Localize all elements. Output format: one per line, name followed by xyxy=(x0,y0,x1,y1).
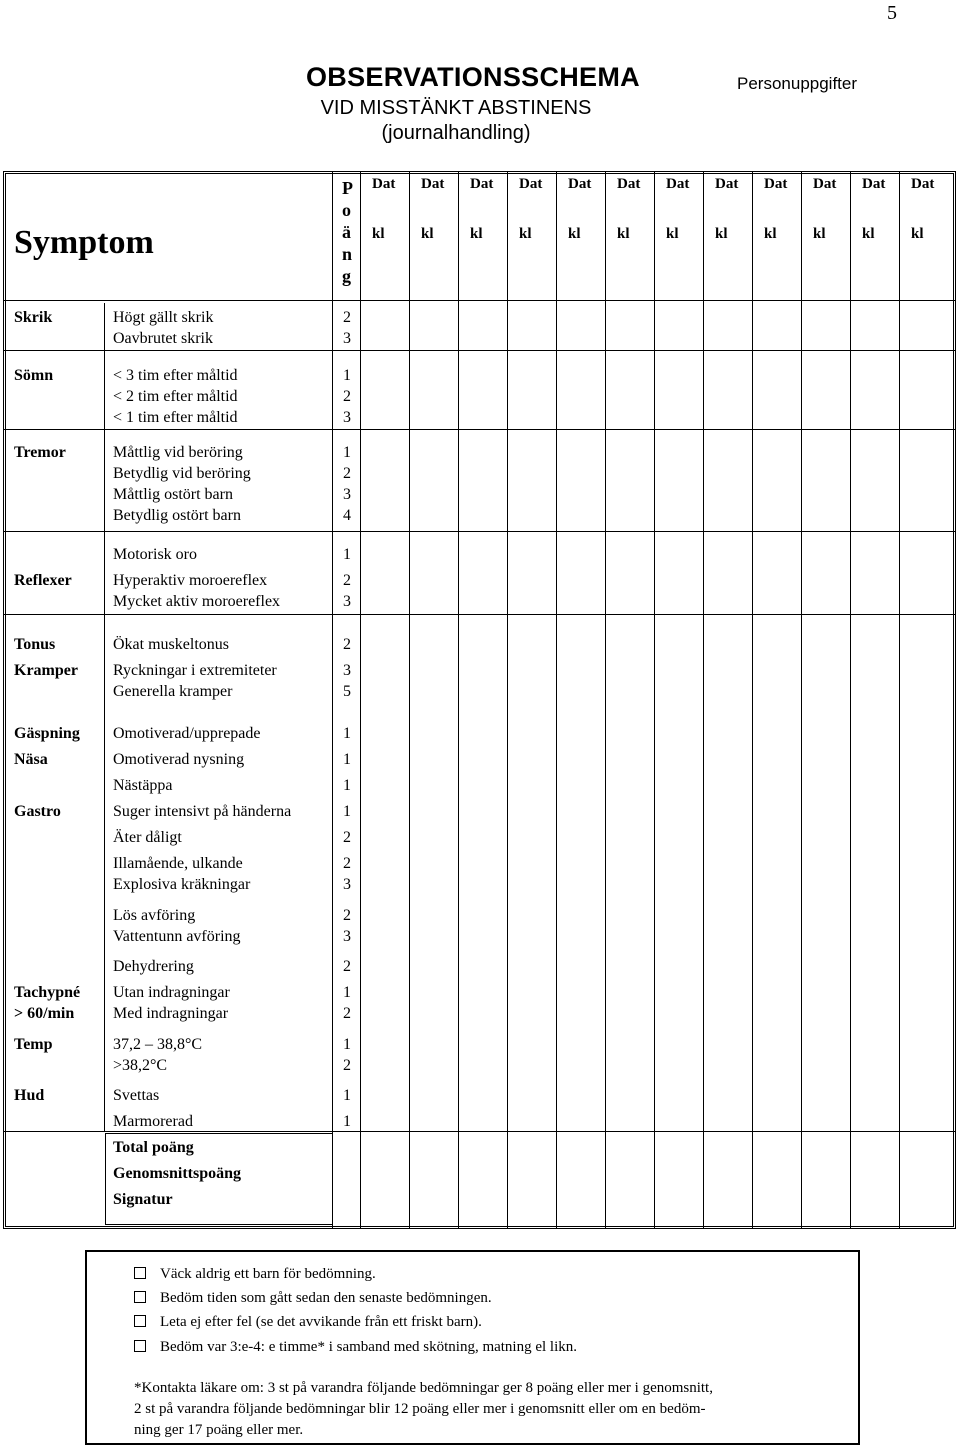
symptom-category: Tremor xyxy=(14,444,66,461)
symptom-category: Tachypné > 60/min xyxy=(14,984,81,1022)
date-column-header: Dat xyxy=(617,176,641,192)
column-divider xyxy=(752,171,753,1229)
time-column-header: kl xyxy=(911,226,924,242)
time-column-header: kl xyxy=(421,226,434,242)
points-header-letter: o xyxy=(342,200,351,220)
symptom-points: 2 3 xyxy=(343,855,351,893)
signature-label: Signatur xyxy=(113,1191,173,1208)
symptom-points: 1 2 3 4 xyxy=(343,444,351,524)
footnote-line: *Kontakta läkare om: 3 st på varandra följande bedömningar ger 8 poäng eller mer i genomsnitt, xyxy=(134,1380,713,1396)
symptom-points: 1 2 3 xyxy=(343,367,351,426)
checkbox-icon xyxy=(134,1267,146,1279)
column-divider xyxy=(332,171,333,1229)
symptom-item: Omotiverad/upprepade xyxy=(113,725,261,742)
symptom-category: Hud xyxy=(14,1087,45,1104)
date-column-header: Dat xyxy=(519,176,543,192)
column-divider xyxy=(556,171,557,1229)
date-column-header: Dat xyxy=(470,176,494,192)
column-divider xyxy=(801,171,802,1229)
page-title: OBSERVATIONSSCHEMA xyxy=(306,62,640,92)
time-column-header: kl xyxy=(862,226,875,242)
column-divider xyxy=(654,171,655,1229)
time-column-header: kl xyxy=(666,226,679,242)
header-divider xyxy=(4,300,955,301)
symptom-item: Hyperaktiv moroereflex Mycket aktiv moroereflex xyxy=(113,572,281,610)
symptom-item: Lös avföring Vattentunn avföring xyxy=(113,907,241,945)
date-column-header: Dat xyxy=(666,176,690,192)
instruction-item: Väck aldrig ett barn för bedömning. xyxy=(134,1264,376,1284)
time-column-header: kl xyxy=(519,226,532,242)
row-divider xyxy=(4,614,955,615)
column-divider xyxy=(507,171,508,1229)
date-column-header: Dat xyxy=(568,176,592,192)
symptom-points: 3 5 xyxy=(343,662,351,700)
symptom-points: 1 xyxy=(343,546,351,563)
date-column-header: Dat xyxy=(813,176,837,192)
instruction-item: Bedöm var 3:e-4: e timme* i samband med skötning, matning el likn. xyxy=(134,1337,577,1357)
symptom-item: Dehydrering xyxy=(113,958,194,975)
symptom-category: Näsa xyxy=(14,751,48,768)
time-column-header: kl xyxy=(813,226,826,242)
page-subtitle: VID MISSTÄNKT ABSTINENS xyxy=(320,97,592,119)
symptom-points: 2 xyxy=(343,636,351,653)
row-divider xyxy=(4,531,955,532)
points-header-letter: n xyxy=(342,244,353,264)
time-column-header: kl xyxy=(372,226,385,242)
symptom-item: Ökat muskeltonus xyxy=(113,636,229,653)
personal-data-label: Personuppgifter xyxy=(737,74,858,93)
column-divider xyxy=(850,171,851,1229)
symptom-item: Omotiverad nysning xyxy=(113,751,245,768)
symptom-item: Äter dåligt xyxy=(113,829,182,846)
date-column-header: Dat xyxy=(421,176,445,192)
symptom-item: Svettas xyxy=(113,1087,160,1104)
symptom-item: Ryckningar i extremiteter Generella kramper xyxy=(113,662,277,700)
points-header-letter: ä xyxy=(342,222,351,242)
column-divider xyxy=(899,171,900,1229)
column-divider xyxy=(409,171,410,1229)
symptom-category: Skrik xyxy=(14,309,53,326)
date-column-header: Dat xyxy=(764,176,788,192)
column-divider xyxy=(605,171,606,1229)
symptom-points: 1 xyxy=(343,725,351,742)
checkbox-icon xyxy=(134,1315,146,1327)
symptom-category: Gastro xyxy=(14,803,61,820)
symptom-item: Utan indragningar Med indragningar xyxy=(113,984,230,1022)
row-divider xyxy=(4,350,955,351)
checkbox-icon xyxy=(134,1340,146,1352)
symptom-points: 1 xyxy=(343,803,351,820)
date-column-header: Dat xyxy=(862,176,886,192)
symptom-points: 1 2 xyxy=(343,984,351,1022)
symptom-points: 1 xyxy=(343,777,351,794)
symptom-category: Kramper xyxy=(14,662,78,679)
contact-doctor-footnote xyxy=(134,1378,846,1441)
points-header-letter: g xyxy=(342,266,351,286)
symptom-category: Tonus xyxy=(14,636,56,653)
column-divider xyxy=(104,303,105,1131)
symptom-points: 2 3 xyxy=(343,907,351,945)
symptom-item: Suger intensivt på händerna xyxy=(113,803,292,820)
symptom-points: 1 xyxy=(343,751,351,768)
symptom-item: Motorisk oro xyxy=(113,546,197,563)
symptom-category: Temp xyxy=(14,1036,53,1053)
footnote-line: 2 st på varandra följande bedömningar blir 12 poäng eller mer i genomsnitt eller om en bedöm- xyxy=(134,1401,706,1417)
instruction-item: Bedöm tiden som gått sedan den senaste bedömningen. xyxy=(134,1288,492,1308)
instruction-item: Leta ej efter fel (se det avvikande från ett friskt barn). xyxy=(134,1312,482,1332)
symptom-category: Reflexer xyxy=(14,572,72,589)
points-header-letter: P xyxy=(342,178,353,198)
time-column-header: kl xyxy=(764,226,777,242)
column-divider xyxy=(360,171,361,1229)
symptom-category: Gäspning xyxy=(14,725,80,742)
total-score-label: Total poäng xyxy=(113,1139,194,1156)
date-column-header: Dat xyxy=(911,176,935,192)
symptom-points: 1 xyxy=(343,1113,351,1130)
column-divider xyxy=(703,171,704,1229)
symptom-item: 37,2 – 38,8°C >38,2°C xyxy=(113,1036,203,1074)
symptom-points: 2 3 xyxy=(343,309,351,347)
symptom-item: Högt gällt skrik Oavbrutet skrik xyxy=(113,309,214,347)
symptom-item: Illamående, ulkande Explosiva kräkningar xyxy=(113,855,251,893)
symptom-header: Symptom xyxy=(14,224,154,261)
date-column-header: Dat xyxy=(372,176,396,192)
symptom-item: Marmorerad xyxy=(113,1113,193,1130)
page-subtitle-note: (journalhandling) xyxy=(381,122,531,144)
symptom-points: 2 xyxy=(343,958,351,975)
date-column-header: Dat xyxy=(715,176,739,192)
symptom-points: 1 xyxy=(343,1087,351,1104)
time-column-header: kl xyxy=(568,226,581,242)
row-divider xyxy=(4,429,955,430)
symptom-item: Måttlig vid beröring Betydlig vid beröring Måttlig ostört barn Betydlig ostört barn xyxy=(113,444,251,524)
time-column-header: kl xyxy=(470,226,483,242)
symptom-category: Sömn xyxy=(14,367,54,384)
time-column-header: kl xyxy=(617,226,630,242)
column-divider xyxy=(458,171,459,1229)
checkbox-icon xyxy=(134,1291,146,1303)
symptom-points: 2 3 xyxy=(343,572,351,610)
symptom-points: 2 xyxy=(343,829,351,846)
symptom-item: < 3 tim efter måltid < 2 tim efter måltid < 1 tim efter måltid xyxy=(113,367,238,426)
average-score-label: Genomsnittspoäng xyxy=(113,1165,242,1182)
symptom-item: Nästäppa xyxy=(113,777,173,794)
time-column-header: kl xyxy=(715,226,728,242)
footnote-line: ning ger 17 poäng eller mer. xyxy=(134,1422,304,1438)
symptom-points: 1 2 xyxy=(343,1036,351,1074)
points-header xyxy=(342,177,356,287)
page-number: 5 xyxy=(887,2,897,24)
